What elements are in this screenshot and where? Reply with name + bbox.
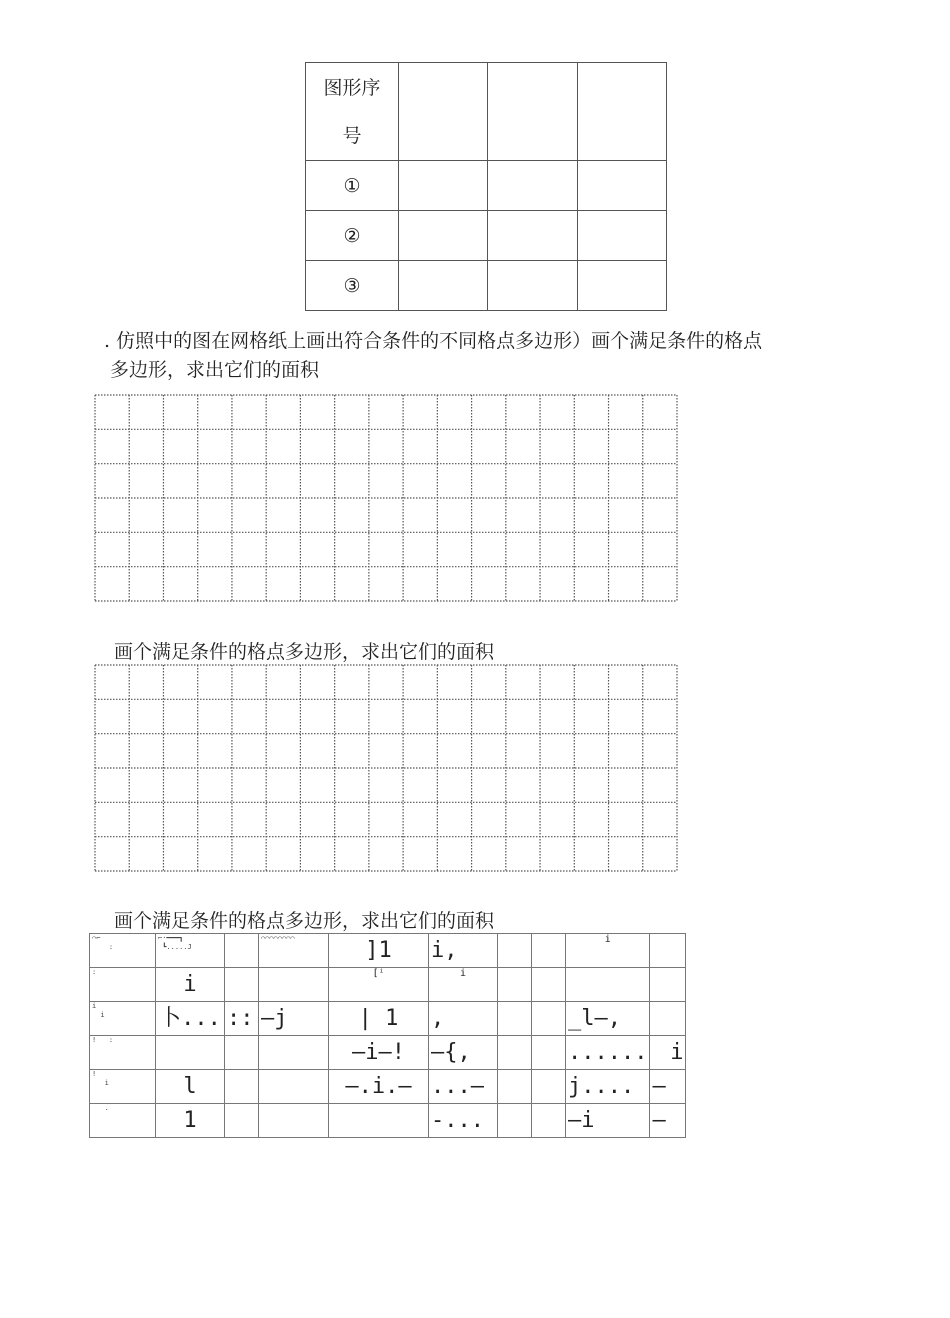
empty-cell [578,161,667,211]
table-cell [225,968,259,1002]
garbled-table-body [90,934,686,1138]
table-cell: _l—, [566,1002,650,1036]
table-cell: ⌐·━━━┓ ┗.....J [156,934,225,968]
instruction-2: 画个满足条件的格点多边形，求出它们的面积 [114,641,495,663]
table-cell: 1 [156,1104,225,1138]
header-cell [306,63,399,161]
empty-cell [488,261,578,311]
table-cell: i [156,968,225,1002]
table-cell: ]1 [329,934,429,968]
table-cell [498,1070,532,1104]
table-cell [259,1036,329,1070]
table-cell: 卜... [156,1002,225,1036]
table-cell: ⌒⌐ : [90,934,156,968]
table-cell: ...— [429,1070,498,1104]
table-cell: . [90,1104,156,1138]
table-cell [650,968,686,1002]
table-cell [532,1036,566,1070]
row-number: ③ [306,261,399,311]
table-cell: | 1 [329,1002,429,1036]
garbled-grid-table [89,933,686,1138]
table-cell [498,1036,532,1070]
table-cell: ⌒⌒⌒⌒⌒⌒⌒⌒ [259,934,329,968]
table-row [90,968,686,1002]
table-cell [498,1002,532,1036]
empty-cell [578,211,667,261]
table-cell [498,968,532,1002]
table-row [90,1002,686,1036]
table-cell: l [156,1070,225,1104]
table-cell [225,934,259,968]
table-cell: ...... [566,1036,650,1070]
table-cell [532,1002,566,1036]
table-cell: i [566,934,650,968]
table-cell [498,1104,532,1138]
table-cell: i [650,1036,686,1070]
instruction-line-2: 多边形，求出它们的面积 [110,359,320,381]
table-cell [532,1104,566,1138]
table-cell [259,1104,329,1138]
table-cell [566,968,650,1002]
table-cell [259,1070,329,1104]
table-cell: ! : [90,1036,156,1070]
table-cell: : [90,968,156,1002]
table-cell [650,1002,686,1036]
table-cell [498,934,532,968]
table-cell [225,1036,259,1070]
table-cell [532,1070,566,1104]
table-row [90,1070,686,1104]
table-cell [329,1104,429,1138]
grid-paper-2 [94,664,678,872]
table-row [90,934,686,968]
table-cell: ! i [90,1070,156,1104]
empty-cell [488,63,578,161]
table-cell: :: [225,1002,259,1036]
row-number: ① [306,161,399,211]
table-cell [532,934,566,968]
table-cell [225,1070,259,1104]
empty-cell [578,63,667,161]
empty-cell [488,161,578,211]
empty-cell [399,161,488,211]
table-cell: — [650,1070,686,1104]
table-cell: —.i.— [329,1070,429,1104]
table-cell: —i [566,1104,650,1138]
row-number: ② [306,211,399,261]
table-cell [259,968,329,1002]
figure-number-table [305,62,667,311]
table-cell [225,1104,259,1138]
table-cell [532,968,566,1002]
table-cell: —i—! [329,1036,429,1070]
table-row [90,1104,686,1138]
table-cell: i, [429,934,498,968]
empty-cell [399,211,488,261]
empty-cell [399,63,488,161]
empty-cell [399,261,488,311]
table-cell [156,1036,225,1070]
instruction-3: 画个满足条件的格点多边形，求出它们的面积 [114,910,495,932]
empty-cell [578,261,667,311]
table-cell: -... [429,1104,498,1138]
table-cell: — [650,1104,686,1138]
table-cell: [ⁱ [329,968,429,1002]
table-cell: , [429,1002,498,1036]
table-row [90,1036,686,1070]
header-label: 图形序号 [323,76,381,147]
empty-cell [488,211,578,261]
table-cell [650,934,686,968]
table-cell: j.... [566,1070,650,1104]
table-cell: —{, [429,1036,498,1070]
grid-paper-1 [94,394,678,602]
table-cell: —j [259,1002,329,1036]
table-cell: i i [90,1002,156,1036]
table-cell: i [429,968,498,1002]
instruction-line-1: . 仿照中的图在网格纸上画出符合条件的不同格点多边形）画个满足条件的格点 [104,330,763,352]
